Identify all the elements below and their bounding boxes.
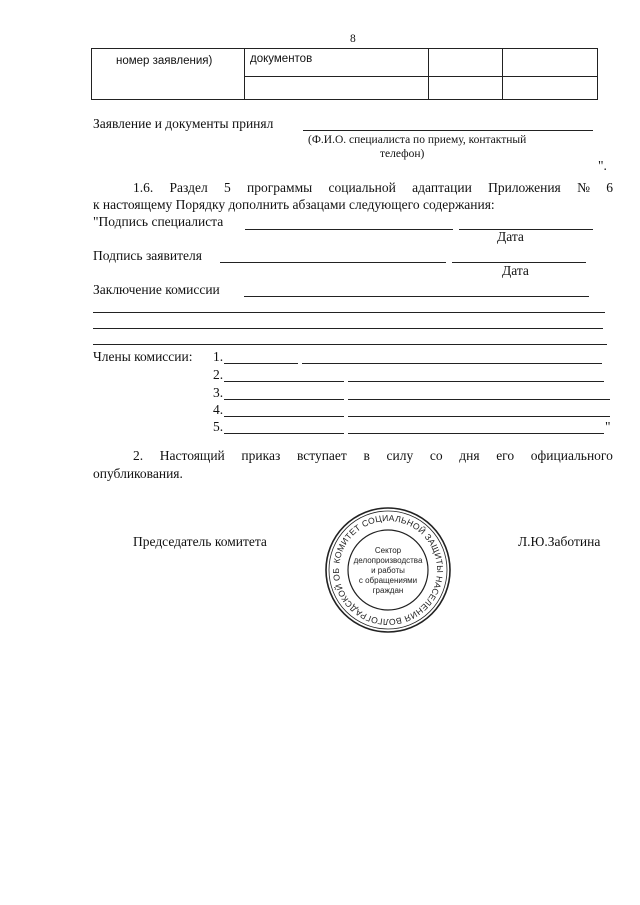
conclusion-line bbox=[93, 344, 607, 345]
commission-members-label: Члены комиссии: bbox=[93, 349, 193, 364]
stamp-ring-text: КОМИТЕТ СОЦИАЛЬНОЙ ЗАЩИТЫ НАСЕЛЕНИЯ ВОЛГОГРАДСКОЙ ОБ bbox=[330, 512, 446, 628]
word: в bbox=[363, 448, 370, 463]
application-table bbox=[91, 48, 598, 100]
member-name-line bbox=[348, 381, 604, 382]
chairman-name: Л.Ю.Заботина bbox=[518, 534, 601, 549]
stamp-inner-line: и работы bbox=[371, 566, 405, 575]
word: программы bbox=[247, 180, 313, 195]
specialist-signature-label: "Подпись специалиста bbox=[93, 214, 224, 229]
closing-quote: ". bbox=[598, 158, 607, 173]
table-column-divider bbox=[428, 49, 429, 99]
table-row-divider bbox=[428, 76, 597, 77]
word: дня bbox=[459, 448, 480, 463]
member-signature-line bbox=[224, 363, 298, 364]
word: социальной bbox=[328, 180, 396, 195]
conclusion-line bbox=[244, 296, 589, 297]
paragraph-2-line2: опубликования. bbox=[93, 466, 183, 481]
stamp-inner-line: с обращениями bbox=[358, 576, 418, 585]
word: 5 bbox=[224, 180, 231, 195]
stamp-inner-line: Сектор bbox=[374, 546, 402, 555]
word: приказ bbox=[241, 448, 281, 463]
applicant-signature-label: Подпись заявителя bbox=[93, 248, 202, 263]
received-by-hint-line2: телефон) bbox=[380, 148, 425, 160]
word: адаптации bbox=[412, 180, 472, 195]
word: 2. bbox=[133, 448, 144, 463]
applicant-signature-line bbox=[220, 262, 446, 263]
member-number-2: 2. bbox=[213, 367, 224, 382]
table-column-divider bbox=[244, 49, 245, 99]
word: Настоящий bbox=[159, 448, 225, 463]
word: со bbox=[429, 448, 443, 463]
member-number-1: 1. bbox=[213, 349, 224, 364]
word: 1.6. bbox=[133, 180, 154, 195]
member-number-4: 4. bbox=[213, 402, 224, 417]
received-by-hint-line1: (Ф.И.О. специалиста по приему, контактный bbox=[308, 134, 527, 146]
commission-conclusion-label: Заключение комиссии bbox=[93, 282, 220, 297]
official-stamp bbox=[324, 506, 452, 634]
member-signature-line bbox=[224, 399, 344, 400]
member-signature-line bbox=[224, 416, 344, 417]
word: Приложения bbox=[488, 180, 561, 195]
word: силу bbox=[386, 448, 414, 463]
word: 6 bbox=[606, 180, 613, 195]
stamp-inner-line: делопроизводства bbox=[353, 556, 423, 565]
paragraph-2-line1 bbox=[133, 448, 613, 464]
paragraph-1-6-line2: к настоящему Порядку дополнить абзацами следующего содержания: bbox=[93, 197, 495, 212]
word: вступает bbox=[296, 448, 347, 463]
member-name-line bbox=[348, 433, 604, 434]
specialist-signature-line bbox=[245, 229, 453, 230]
date-label-1: Дата bbox=[497, 229, 524, 244]
page-number: 8 bbox=[350, 33, 356, 45]
conclusion-line bbox=[93, 312, 605, 313]
table-row-divider bbox=[244, 76, 428, 77]
member-number-5: 5. bbox=[213, 419, 224, 434]
member-name-line bbox=[348, 416, 610, 417]
received-by-label: Заявление и документы принял bbox=[93, 116, 274, 131]
conclusion-line bbox=[93, 328, 603, 329]
member-signature-line bbox=[224, 433, 344, 434]
word: Раздел bbox=[169, 180, 208, 195]
specialist-date-line bbox=[459, 229, 593, 230]
member-name-line bbox=[302, 363, 602, 364]
table-cell-documents: документов bbox=[250, 53, 313, 65]
stamp-inner-line: граждан bbox=[372, 586, 404, 595]
end-quote: " bbox=[605, 419, 611, 434]
word: официального bbox=[530, 448, 613, 463]
paragraph-1-6-line1 bbox=[133, 180, 613, 196]
word: его bbox=[496, 448, 515, 463]
member-number-3: 3. bbox=[213, 385, 224, 400]
date-label-2: Дата bbox=[502, 263, 529, 278]
table-column-divider bbox=[502, 49, 503, 99]
word: № bbox=[577, 180, 590, 195]
stamp-seal-icon bbox=[324, 506, 452, 634]
member-name-line bbox=[348, 399, 610, 400]
chairman-position: Председатель комитета bbox=[133, 534, 267, 549]
table-cell-application-number: номер заявления) bbox=[116, 55, 213, 67]
received-by-line bbox=[303, 130, 593, 131]
member-signature-line bbox=[224, 381, 344, 382]
